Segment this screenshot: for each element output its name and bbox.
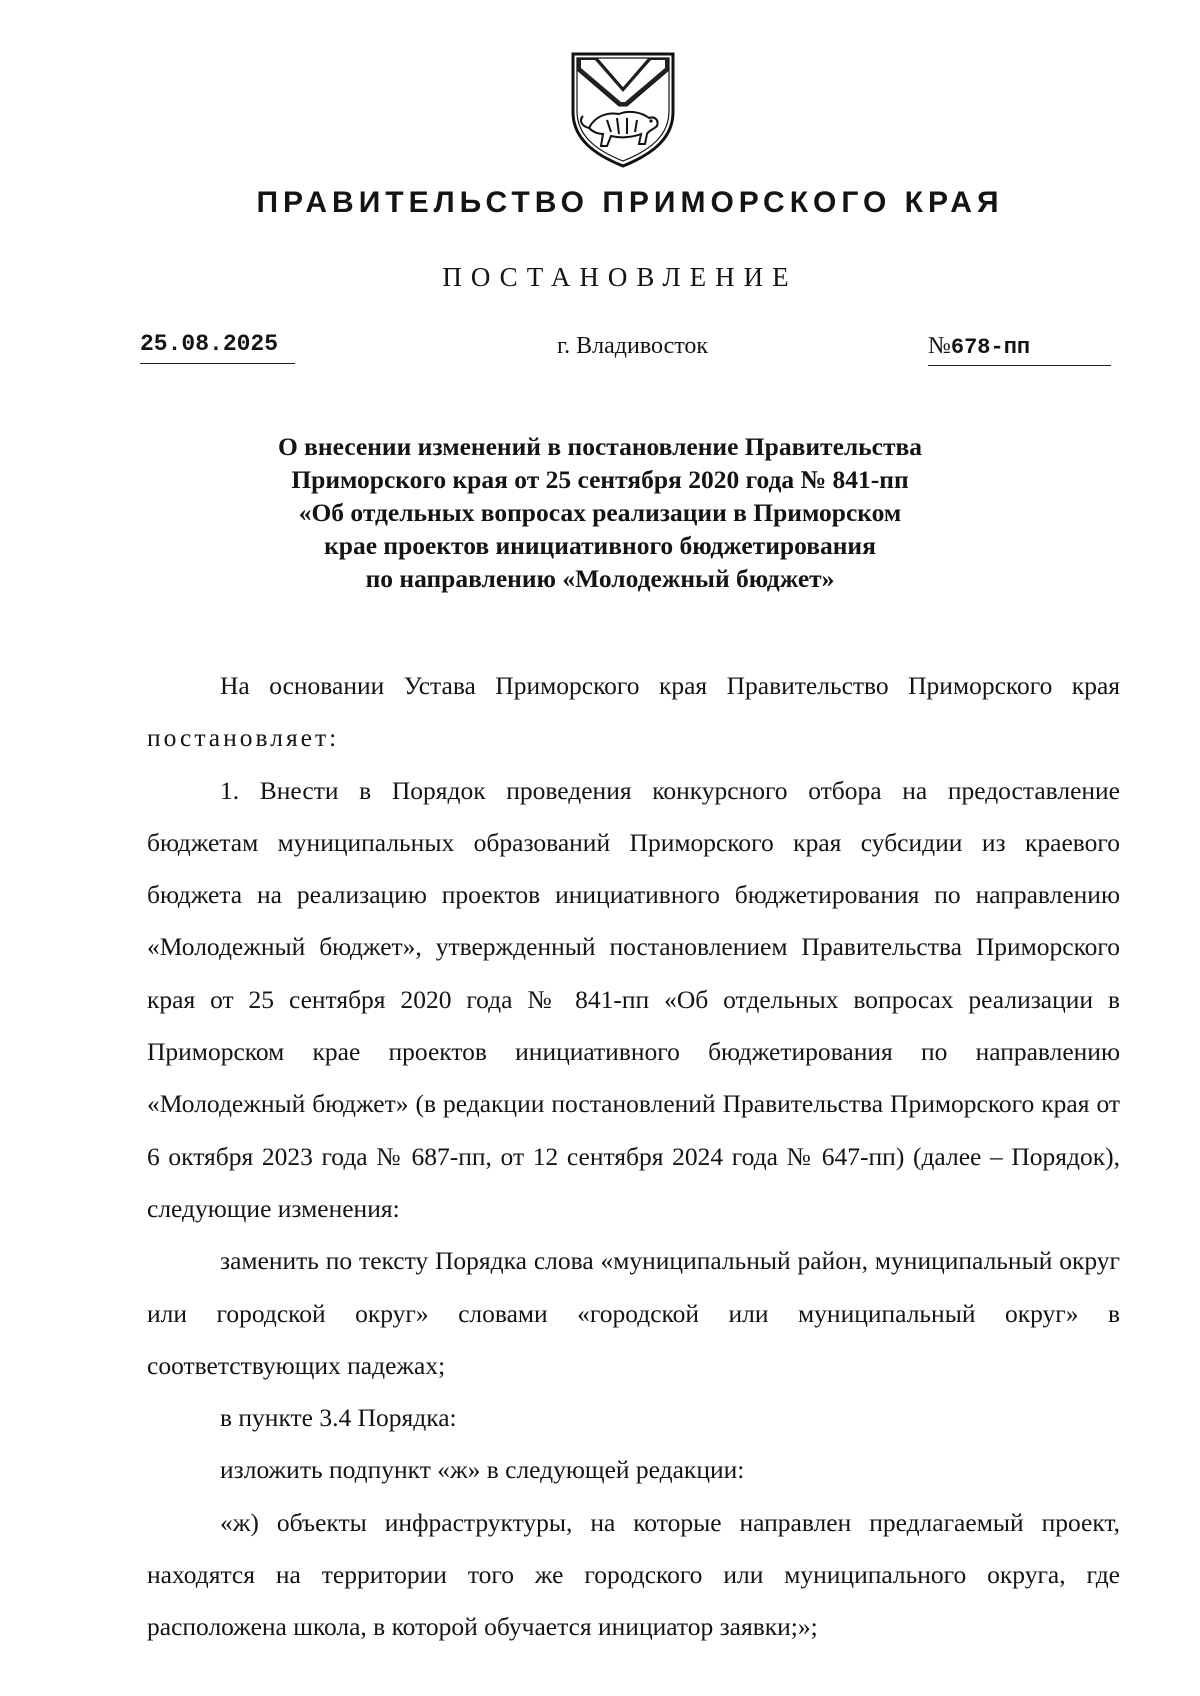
title-line: крае проектов инициативного бюджетирования [324,531,876,560]
organization-name: ПРАВИТЕЛЬСТВО ПРИМОРСКОГО КРАЯ [256,186,1004,219]
intro-resolves: постановляет: [147,723,340,753]
clause-ref-paragraph: в пункте 3.4 Порядка: [220,1403,457,1433]
subclause-text-paragraph: «ж) объекты инфраструктуры, на которые направлен предлагаемый проект, находятся на территории того же городского или муниципального округа, где расположена школа, в которой обучается инициатор заявки;»; [147,1507,1120,1642]
title-line: «Об отдельных вопросах реализации в Приморском [298,498,902,527]
document-number [928,333,1111,366]
title-line: Приморского края от 25 сентября 2020 года № 841-пп [291,465,909,494]
number-value: 678-пп [950,335,1031,360]
document-city: г. Владивосток [557,333,709,359]
document-type: ПОСТАНОВЛЕНИЕ [442,262,798,292]
intro-text: На основании Устава Приморского края Правительство Приморского края [220,671,1120,700]
document-title [180,430,1020,595]
subclause-intro-paragraph: изложить подпункт «ж» в следующей редакции: [220,1455,745,1485]
coat-of-arms-icon [567,50,679,168]
document-date: 25.08.2025 [140,331,295,364]
replace-paragraph: заменить по тексту Порядка слова «муниципальный район, муниципальный округ или городской округ» словами «городской или муниципальный округ» в соответствующих падежах; [147,1246,1120,1380]
title-line: О внесении изменений в постановление Правительства [277,432,923,461]
intro-paragraph [147,660,1120,765]
title-line: по направлению «Молодежный бюджет» [365,564,835,593]
number-prefix: № [928,333,951,359]
item-1-paragraph: 1. Внести в Порядок проведения конкурсного отбора на предоставление бюджетам муниципальных образований Приморского края субсидии из краевого бюджета на реализацию проектов инициативного бюджетирования по направлению «Молодежный бюджет», утвержденный постановлением Правительства Приморского края от 25 сентября 2020 года № 841-пп «Об отдельных вопросах реализации в Приморском крае проектов инициативного бюджетирования по направлению «Молодежный бюджет» (в редакции постановлений Правительства Приморского края от 6 октября 2023 года № 687-пп, от 12 сентября 2024 года № 647-пп) (далее – Порядок), следующие изменения: [147,775,1120,1223]
document-body [147,660,1120,1654]
